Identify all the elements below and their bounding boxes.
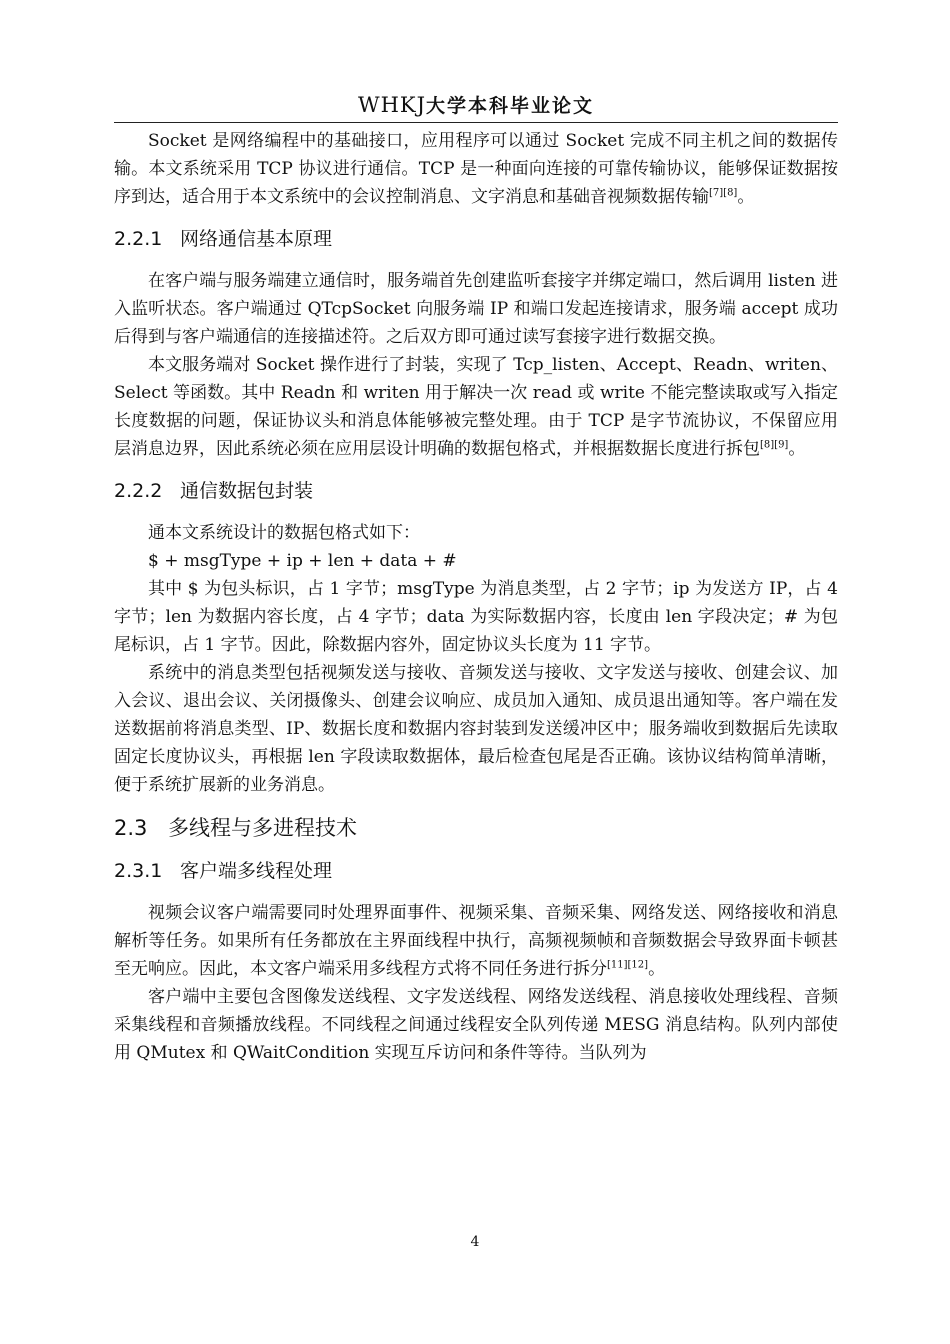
heading-number: 2.2.1 <box>114 228 163 250</box>
paragraph <box>114 899 838 983</box>
page-header <box>114 88 838 122</box>
page-number: 4 <box>470 1234 480 1250</box>
paragraph-text: 客户端中主要包含图像发送线程、文字发送线程、网络发送线程、消息接收处理线程、音频采集线程和音频播放线程。不同线程之间通过线程安全队列传递 MESG 消息结构。队列内部使用 QMutex 和 QWaitCondition 实现互斥访问和条件等待。当队列为 <box>114 987 838 1063</box>
heading-number: 2.2.2 <box>114 480 163 502</box>
heading-title: 网络通信基本原理 <box>180 228 333 250</box>
heading-number: 2.3 <box>114 816 148 840</box>
paragraph-end: 。 <box>737 187 755 207</box>
paragraph <box>114 575 838 659</box>
paragraph <box>114 547 838 575</box>
paragraph-text: $ + msgType + ip + len + data + # <box>148 551 457 571</box>
paragraph-text: 本文服务端对 Socket 操作进行了封装，实现了 Tcp_listen、Accept、Readn、writen、Select 等函数。其中 Readn 和 writen 用于解决一次 read 或 write 不能完整读取或写入指定长度数据的问题，保证协议头和消息体能够被完整处理。由于 TCP 是字节流协议，不保留应用层消息边界，因此系统必须在应用层设计明确的数据包格式，并根据数据长度进行拆包 <box>114 355 838 459</box>
paragraph-text: 其中 $ 为包头标识，占 1 字节；msgType 为消息类型，占 2 字节；ip 为发送方 IP，占 4 字节；len 为数据内容长度，占 4 字节；data 为实际数据内容，长度由 len 字段决定；# 为包尾标识，占 1 字节。因此，除数据内容外，固定协议头长度为 11 字节。 <box>114 579 838 655</box>
paragraph-text: 在客户端与服务端建立通信时，服务端首先创建监听套接字并绑定端口，然后调用 listen 进入监听状态。客户端通过 QTcpSocket 向服务端 IP 和端口发起连接请求，服务端 accept 成功后得到与客户端通信的连接描述符。之后双方即可通过读写套接字进行数据交换。 <box>114 271 838 347</box>
paragraph-text: 系统中的消息类型包括视频发送与接收、音频发送与接收、文字发送与接收、创建会议、加入会议、退出会议、关闭摄像头、创建会议响应、成员加入通知、成员退出通知等。客户端在发送数据前将消息类型、IP、数据长度和数据内容封装到发送缓冲区中；服务端收到数据后先读取固定长度协议头，再根据 len 字段读取数据体，最后检查包尾是否正确。该协议结构简单清晰，便于系统扩展新的业务消息。 <box>114 663 838 795</box>
paragraph-end: 。 <box>648 959 666 979</box>
paragraph <box>114 351 838 463</box>
heading-title: 通信数据包封装 <box>180 480 314 502</box>
paragraph-text: 视频会议客户端需要同时处理界面事件、视频采集、音频采集、网络发送、网络接收和消息解析等任务。如果所有任务都放在主界面线程中执行，高频视频帧和音频数据会导致界面卡顿甚至无响应。因此，本文客户端采用多线程方式将不同任务进行拆分 <box>114 903 838 979</box>
heading-title: 客户端多线程处理 <box>180 860 333 882</box>
citation: [8][9] <box>760 439 789 451</box>
paragraph <box>114 659 838 799</box>
paragraph <box>114 983 838 1067</box>
heading-number: 2.3.1 <box>114 860 163 882</box>
section-heading <box>114 813 838 843</box>
citation: [11][12] <box>607 959 649 971</box>
paragraph-end: 。 <box>788 439 806 459</box>
citation: [7][8] <box>709 187 738 199</box>
subsection-heading <box>114 477 838 505</box>
header-prefix: WHKJ <box>357 93 426 117</box>
header-title: 大学本科毕业论文 <box>426 95 595 117</box>
paragraph-text: Socket 是网络编程中的基础接口，应用程序可以通过 Socket 完成不同主机之间的数据传输。本文系统采用 TCP 协议进行通信。TCP 是一种面向连接的可靠传输协议，能够保证数据按序到达，适合用于本文系统中的会议控制消息、文字消息和基础音视频数据传输 <box>114 131 838 207</box>
paragraph <box>114 519 838 547</box>
subsection-heading <box>114 225 838 253</box>
paragraph-text: 通本文系统设计的数据包格式如下： <box>148 523 420 543</box>
body-text <box>114 127 838 1067</box>
heading-title: 多线程与多进程技术 <box>168 816 357 840</box>
subsection-heading <box>114 857 838 885</box>
paragraph <box>114 267 838 351</box>
header-rule <box>114 122 838 123</box>
paragraph <box>114 127 838 211</box>
